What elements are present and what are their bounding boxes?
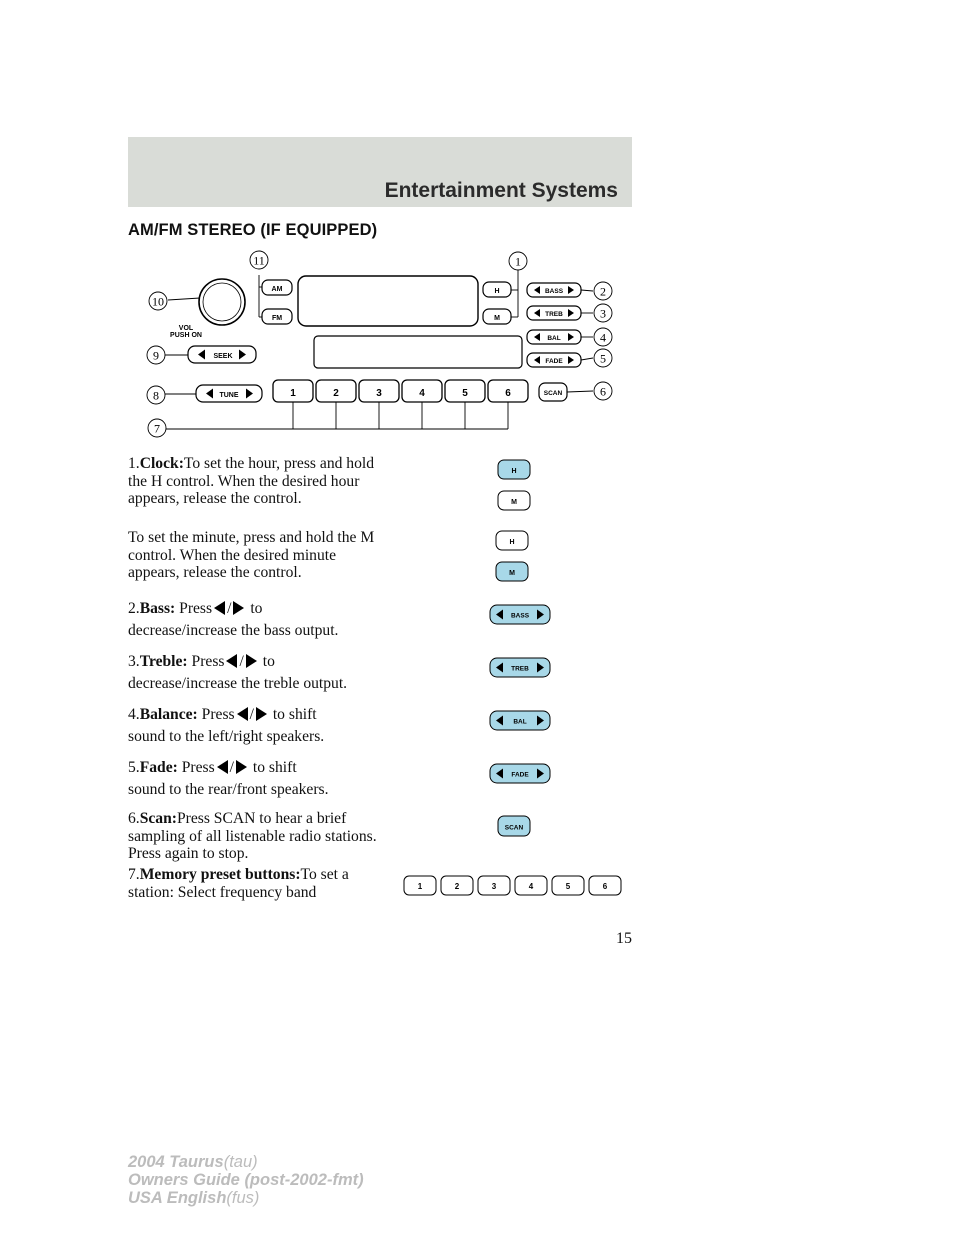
right-arrow-icon: [244, 653, 259, 669]
svg-text:FADE: FADE: [545, 358, 563, 365]
treble-paragraph: 3.Treble: Press / to decrease/increase the treble output.: [128, 653, 348, 692]
balance-illustration: [489, 710, 553, 732]
svg-text:1: 1: [290, 388, 296, 399]
radio-display: [298, 276, 478, 326]
svg-text:2: 2: [454, 882, 460, 891]
svg-text:M: M: [494, 315, 500, 322]
svg-text:3: 3: [491, 882, 497, 891]
clock-paragraph: 1.Clock:To set the hour, press and hold the H control. When the desired hour appears, release the control.: [128, 455, 375, 507]
balance-paragraph: 4.Balance: Press / to shift sound to the left/right speakers.: [128, 706, 325, 745]
svg-text:BASS: BASS: [510, 612, 530, 620]
document-footer: 2004 Taurus(tau) Owners Guide (post-2002-fmt) USA English(fus): [128, 1153, 364, 1207]
volume-knob: [199, 279, 245, 325]
fade-paragraph: 5.Fade: Press / to shift sound to the rear/front speakers.: [128, 759, 329, 798]
bass-control: [527, 283, 581, 297]
svg-text:H: H: [509, 539, 515, 546]
fade-control: [527, 353, 581, 367]
callout-3: 3: [600, 306, 606, 321]
radio-diagram: [128, 240, 628, 440]
push-on-label: PUSH ON: [170, 332, 202, 339]
svg-text:BAL: BAL: [513, 718, 527, 726]
svg-text:3: 3: [376, 388, 382, 399]
callout-1: 1: [515, 254, 521, 269]
svg-text:SCAN: SCAN: [543, 390, 563, 397]
callout-8: 8: [153, 388, 159, 403]
bass-paragraph: 2.Bass: Press / to decrease/increase the bass output.: [128, 600, 339, 639]
radio-lower-panel: [314, 336, 522, 368]
svg-text:2: 2: [333, 388, 339, 399]
scan-paragraph: 6.Scan:Press SCAN to hear a brief sampling of all listenable radio stations. Press again to stop.: [128, 810, 377, 862]
svg-text:1: 1: [417, 882, 423, 891]
svg-text:6: 6: [602, 882, 608, 891]
left-arrow-icon: [235, 706, 250, 722]
page-header-title: Entertainment Systems: [384, 179, 618, 202]
treb-control: [527, 306, 581, 320]
clock-h-highlight-illustration: [497, 459, 533, 513]
svg-text:BASS: BASS: [544, 288, 564, 295]
bass-illustration: [489, 604, 553, 626]
left-arrow-icon: [224, 653, 239, 669]
callout-7: 7: [154, 421, 160, 436]
svg-text:SCAN: SCAN: [504, 824, 524, 832]
svg-text:6: 6: [505, 388, 511, 399]
svg-text:TREB: TREB: [511, 665, 529, 673]
svg-text:FADE: FADE: [511, 771, 529, 779]
callout-9: 9: [153, 348, 159, 363]
left-arrow-icon: [212, 600, 227, 616]
clock-minute-paragraph: To set the minute, press and hold the M control. When the desired minute appears, release the control.: [128, 529, 375, 581]
svg-text:H: H: [511, 468, 517, 475]
svg-text:5: 5: [462, 388, 468, 399]
vol-label: VOL: [178, 325, 194, 332]
clock-m-highlight-illustration: [495, 530, 531, 584]
page-number: 15: [616, 930, 632, 947]
svg-text:BAL: BAL: [547, 335, 561, 342]
svg-text:FM: FM: [271, 315, 283, 322]
preset-buttons: [273, 380, 528, 402]
fade-illustration: [489, 763, 553, 785]
svg-text:AM: AM: [271, 286, 283, 293]
right-arrow-icon: [234, 759, 249, 775]
presets-illustration: [403, 875, 625, 897]
callout-6: 6: [600, 384, 606, 399]
svg-text:M: M: [509, 570, 515, 577]
right-arrow-icon: [231, 600, 246, 616]
svg-text:4: 4: [419, 388, 425, 399]
callout-11: 11: [253, 253, 265, 268]
right-arrow-icon: [254, 706, 269, 722]
svg-text:4: 4: [528, 882, 534, 891]
callout-4: 4: [600, 330, 606, 345]
svg-text:SEEK: SEEK: [213, 353, 233, 360]
memory-paragraph: 7.Memory preset buttons:To set a station: Select frequency band: [128, 866, 349, 901]
svg-text:M: M: [511, 499, 517, 506]
callout-10: 10: [152, 294, 164, 309]
svg-text:TUNE: TUNE: [219, 392, 239, 399]
left-arrow-icon: [215, 759, 230, 775]
svg-text:5: 5: [565, 882, 571, 891]
scan-illustration: [497, 815, 533, 839]
svg-text:H: H: [494, 288, 500, 295]
callout-5: 5: [600, 351, 606, 366]
seek-control: [188, 346, 256, 363]
section-title: AM/FM STEREO (IF EQUIPPED): [128, 221, 378, 239]
bal-control: [527, 330, 581, 344]
tune-control: [196, 385, 262, 402]
callout-2: 2: [600, 284, 606, 299]
header-band: [128, 137, 632, 207]
treble-illustration: [489, 657, 553, 679]
svg-text:TREB: TREB: [545, 311, 563, 318]
